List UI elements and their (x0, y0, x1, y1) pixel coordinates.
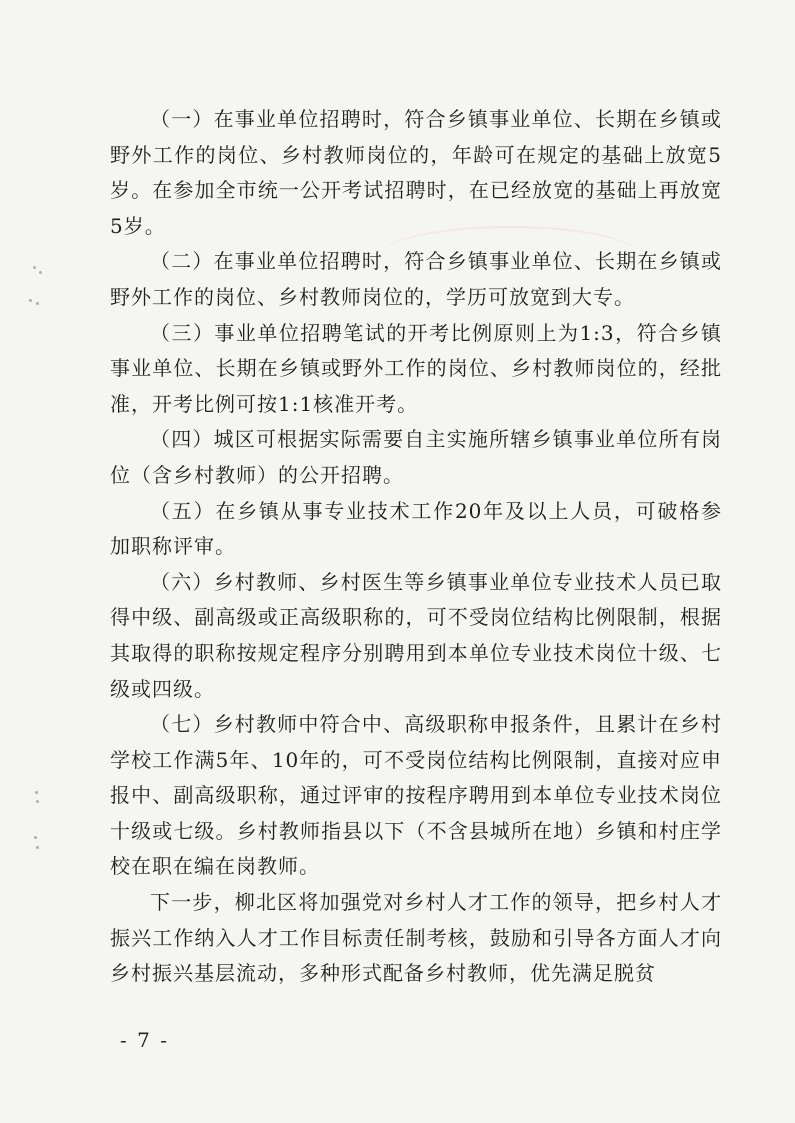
page-number: - 7 - (120, 1028, 169, 1052)
paragraph-3: （三）事业单位招聘笔试的开考比例原则上为1:3，符合乡镇事业单位、长期在乡镇或野外工作的岗位、乡村教师岗位的，经批准，开考比例可按1:1核准开考。 (110, 320, 722, 416)
margin-mark (29, 299, 32, 302)
margin-mark (35, 791, 38, 794)
paragraph-8: 下一步，柳北区将加强党对乡村人才工作的领导，把乡村人才振兴工作纳入人才工作目标责任制考核，鼓励和引导各方面人才向乡村振兴基层流动，多种形式配备乡村教师，优先满足脱贫 (110, 890, 722, 986)
margin-mark (36, 302, 39, 305)
margin-mark (34, 836, 37, 839)
margin-mark (36, 846, 39, 849)
paragraph-2: （二）在事业单位招聘时，符合乡镇事业单位、长期在乡镇或野外工作的岗位、乡村教师岗位的，学历可放宽到大专。 (110, 249, 722, 309)
margin-mark (36, 800, 39, 803)
margin-mark (39, 271, 42, 274)
document-body (110, 102, 722, 992)
paragraph-1: （一）在事业单位招聘时，符合乡镇事业单位、长期在乡镇或野外工作的岗位、乡村教师岗位的，年龄可在规定的基础上放宽5岁。在参加全市统一公开考试招聘时，在已经放宽的基础上再放宽5岁。 (110, 107, 722, 238)
paragraph-5: （五）在乡镇从事专业技术工作20年及以上人员，可破格参加职称评审。 (110, 498, 722, 559)
margin-mark (33, 266, 36, 269)
paragraph-4: （四）城区可根据实际需要自主实施所辖乡镇事业单位所有岗位（含乡村教师）的公开招聘。 (110, 427, 722, 487)
paragraph-7: （七）乡村教师中符合中、高级职称申报条件，且累计在乡村学校工作满5年、10年的，可不受岗位结构比例限制，直接对应申报中、副高级职称，通过评审的按程序聘用到本单位专业技术岗位十级或七级。乡村教师指县以下（不含县城所在地）乡镇和村庄学校在职在编在岗教师。 (110, 712, 722, 879)
paragraph-6: （六）乡村教师、乡村医生等乡镇事业单位专业技术人员已取得中级、副高级或正高级职称的，可不受岗位结构比例限制，根据其取得的职称按规定程序分别聘用到本单位专业技术岗位十级、七级或四级。 (110, 569, 722, 701)
